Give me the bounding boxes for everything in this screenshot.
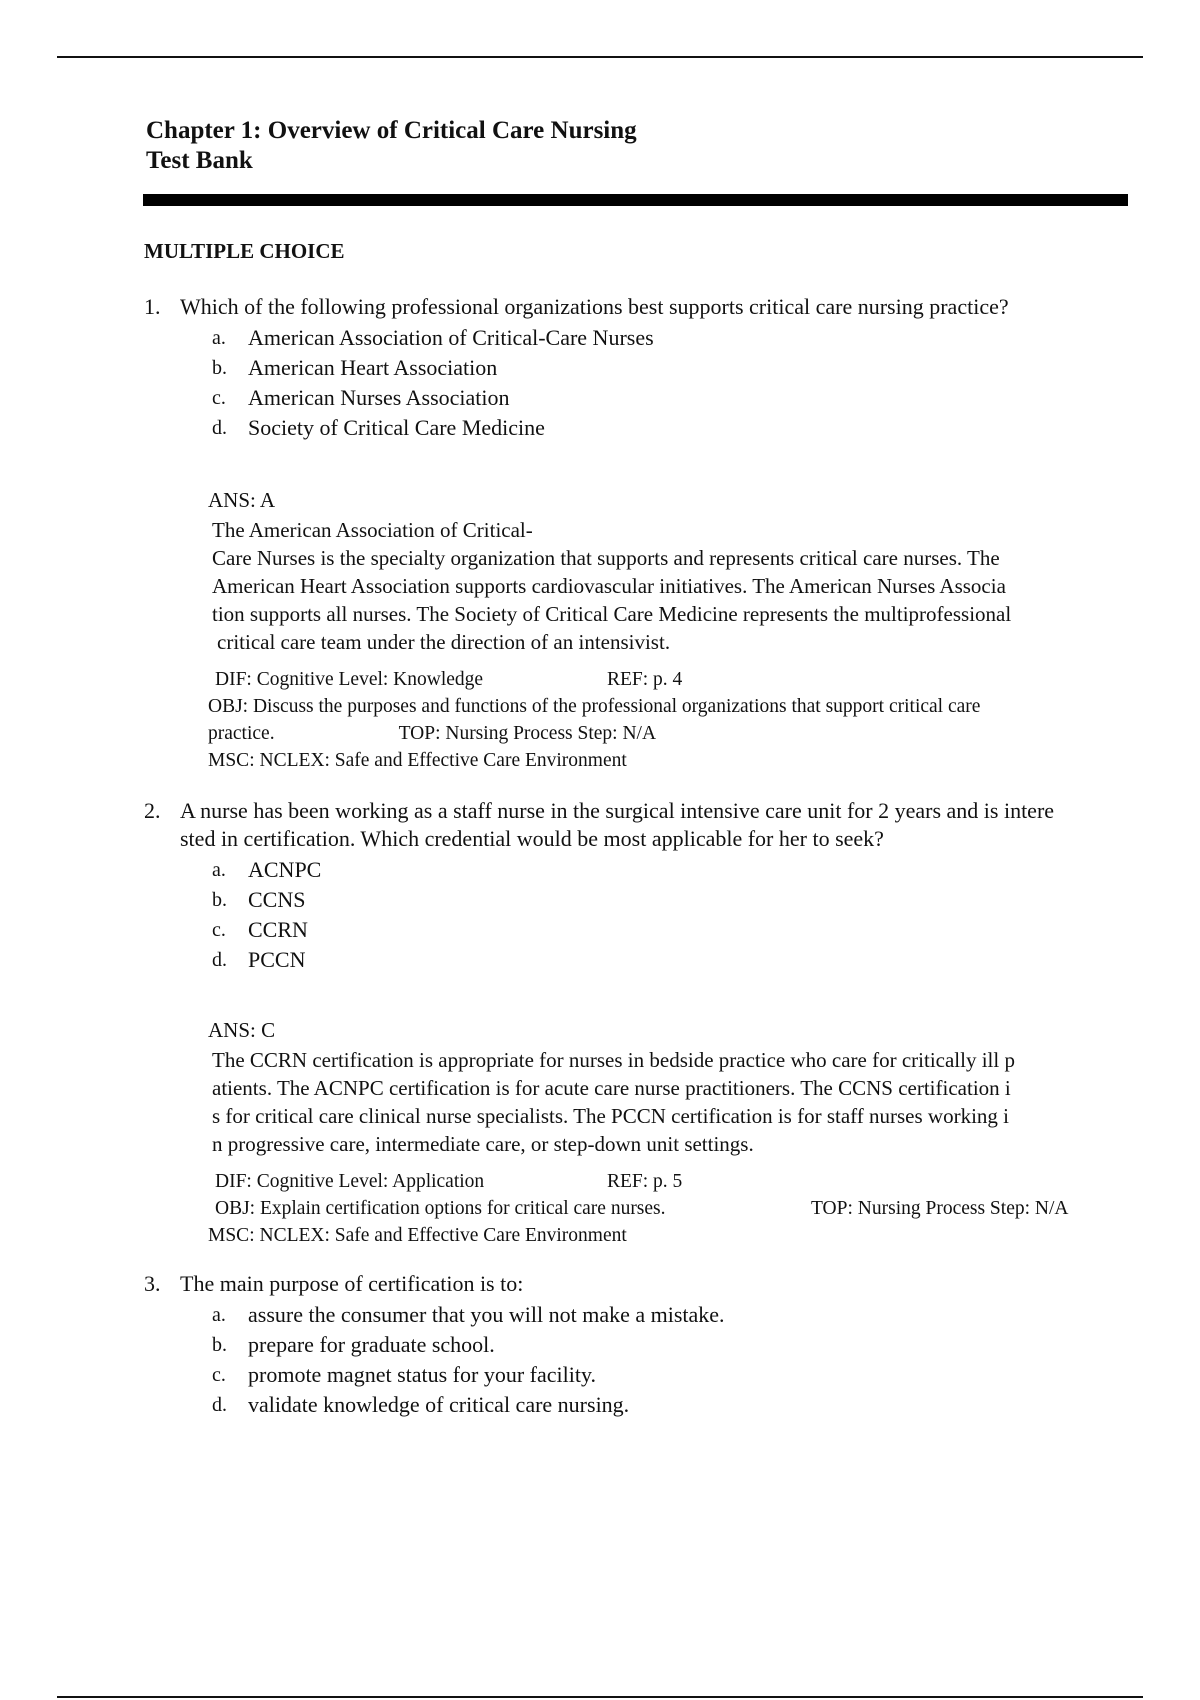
choice-text: prepare for graduate school. xyxy=(248,1332,495,1357)
msc: MSC: NCLEX: Safe and Effective Care Environment xyxy=(208,750,627,771)
choice-letter: c. xyxy=(212,387,226,409)
question-number: 2. xyxy=(144,798,161,823)
choice-text: American Heart Association xyxy=(248,355,498,380)
rationale-line: atients. The ACNPC certification is for acute care nurse practitioners. The CCNS certification i xyxy=(212,1076,1011,1100)
meta-row xyxy=(208,1168,1128,1195)
choice-b xyxy=(212,353,1134,383)
bottom-rule xyxy=(57,1696,1143,1698)
choice-list xyxy=(144,323,1134,443)
question-metadata xyxy=(208,1168,1128,1249)
meta-row xyxy=(208,1195,1128,1222)
choice-b xyxy=(212,885,1134,915)
objective-continuation xyxy=(208,720,1128,747)
choice-a xyxy=(212,855,1134,885)
choice-d xyxy=(212,945,1134,975)
question-line: sted in certification. Which credential would be most applicable for her to seek? xyxy=(180,826,884,851)
question-stem xyxy=(144,1270,1134,1298)
question-3 xyxy=(144,1270,1134,1420)
chapter-title xyxy=(146,116,637,176)
choice-text: ACNPC xyxy=(248,857,322,882)
choice-d xyxy=(212,1390,1134,1420)
choice-letter: a. xyxy=(212,1304,226,1326)
choice-text: Society of Critical Care Medicine xyxy=(248,415,545,440)
rationale-line: Care Nurses is the specialty organization that supports and represents critical care nurses. The xyxy=(212,546,1000,570)
chapter-title-line: Chapter 1: Overview of Critical Care Nursing xyxy=(146,117,637,144)
choice-text: promote magnet status for your facility. xyxy=(248,1362,597,1387)
question-text: Which of the following professional organizations best supports critical care nursing practice? xyxy=(180,294,1009,319)
question-metadata xyxy=(208,666,1128,774)
rationale-line: critical care team under the direction of an intensivist. xyxy=(217,630,671,654)
page-reference: REF: p. 4 xyxy=(607,669,683,690)
title-divider xyxy=(143,194,1128,206)
question-stem xyxy=(144,293,1134,321)
choice-list xyxy=(144,855,1134,975)
choice-a xyxy=(212,1300,1134,1330)
question-text xyxy=(180,797,1134,853)
rationale-line: n progressive care, intermediate care, or step-down unit settings. xyxy=(212,1132,754,1156)
choice-text: validate knowledge of critical care nursing. xyxy=(248,1392,630,1417)
choice-c xyxy=(212,383,1134,413)
choice-letter: c. xyxy=(212,1364,226,1386)
choice-text: American Association of Critical-Care Nurses xyxy=(248,325,654,350)
answer-block-2 xyxy=(208,1016,1128,1249)
choice-list xyxy=(144,1300,1134,1420)
rationale-line: tion supports all nurses. The Society of Critical Care Medicine represents the multiprofessional xyxy=(212,602,1012,626)
question-number: 1. xyxy=(144,294,161,319)
choice-c xyxy=(212,915,1134,945)
rationale xyxy=(212,1046,1128,1158)
rationale-line: The American Association of Critical- xyxy=(212,518,533,542)
choice-letter: a. xyxy=(212,327,226,349)
topic: TOP: Nursing Process Step: N/A xyxy=(398,723,657,744)
objective: OBJ: Explain certification options for critical care nurses. xyxy=(215,1198,666,1219)
choice-text: PCCN xyxy=(248,947,306,972)
section-heading: MULTIPLE CHOICE xyxy=(144,239,345,263)
choice-letter: a. xyxy=(212,859,226,881)
choice-c xyxy=(212,1360,1134,1390)
msc: MSC: NCLEX: Safe and Effective Care Environment xyxy=(208,1225,627,1246)
difficulty: DIF: Cognitive Level: Application xyxy=(215,1171,485,1192)
choice-letter: d. xyxy=(212,1394,227,1416)
question-line: A nurse has been working as a staff nurse in the surgical intensive care unit for 2 years and is intere xyxy=(180,798,1055,823)
choice-letter: b. xyxy=(212,357,227,379)
choice-letter: b. xyxy=(212,1334,227,1356)
question-1 xyxy=(144,293,1134,443)
chapter-subtitle-line: Test Bank xyxy=(146,147,253,174)
choice-letter: c. xyxy=(212,919,226,941)
answer-label: ANS: C xyxy=(208,1018,276,1042)
question-text: The main purpose of certification is to: xyxy=(180,1271,524,1296)
rationale-line: American Heart Association supports cardiovascular initiatives. The American Nurses Associa xyxy=(212,574,1006,598)
objective: OBJ: Discuss the purposes and functions of the professional organizations that support critical care xyxy=(208,696,981,717)
objective-end: practice. xyxy=(208,723,275,744)
difficulty: DIF: Cognitive Level: Knowledge xyxy=(215,669,484,690)
choice-text: assure the consumer that you will not make a mistake. xyxy=(248,1302,725,1327)
answer-block-1 xyxy=(208,486,1128,774)
rationale-line: s for critical care clinical nurse specialists. The PCCN certification is for staff nurses working i xyxy=(212,1104,1009,1128)
choice-letter: d. xyxy=(212,417,227,439)
choice-b xyxy=(212,1330,1134,1360)
choice-a xyxy=(212,323,1134,353)
rationale-line: The CCRN certification is appropriate for nurses in bedside practice who care for critically ill p xyxy=(212,1048,1015,1072)
page-reference: REF: p. 5 xyxy=(607,1171,683,1192)
question-number: 3. xyxy=(144,1271,161,1296)
topic: TOP: Nursing Process Step: N/A xyxy=(811,1198,1069,1219)
choice-letter: d. xyxy=(212,949,227,971)
question-stem xyxy=(144,797,1134,853)
choice-d xyxy=(212,413,1134,443)
choice-text: American Nurses Association xyxy=(248,385,510,410)
top-rule xyxy=(57,56,1143,58)
choice-text: CCRN xyxy=(248,917,308,942)
rationale xyxy=(212,516,1128,656)
choice-text: CCNS xyxy=(248,887,306,912)
choice-letter: b. xyxy=(212,889,227,911)
meta-row xyxy=(208,666,1128,693)
question-2 xyxy=(144,797,1134,975)
answer-label: ANS: A xyxy=(208,488,276,512)
